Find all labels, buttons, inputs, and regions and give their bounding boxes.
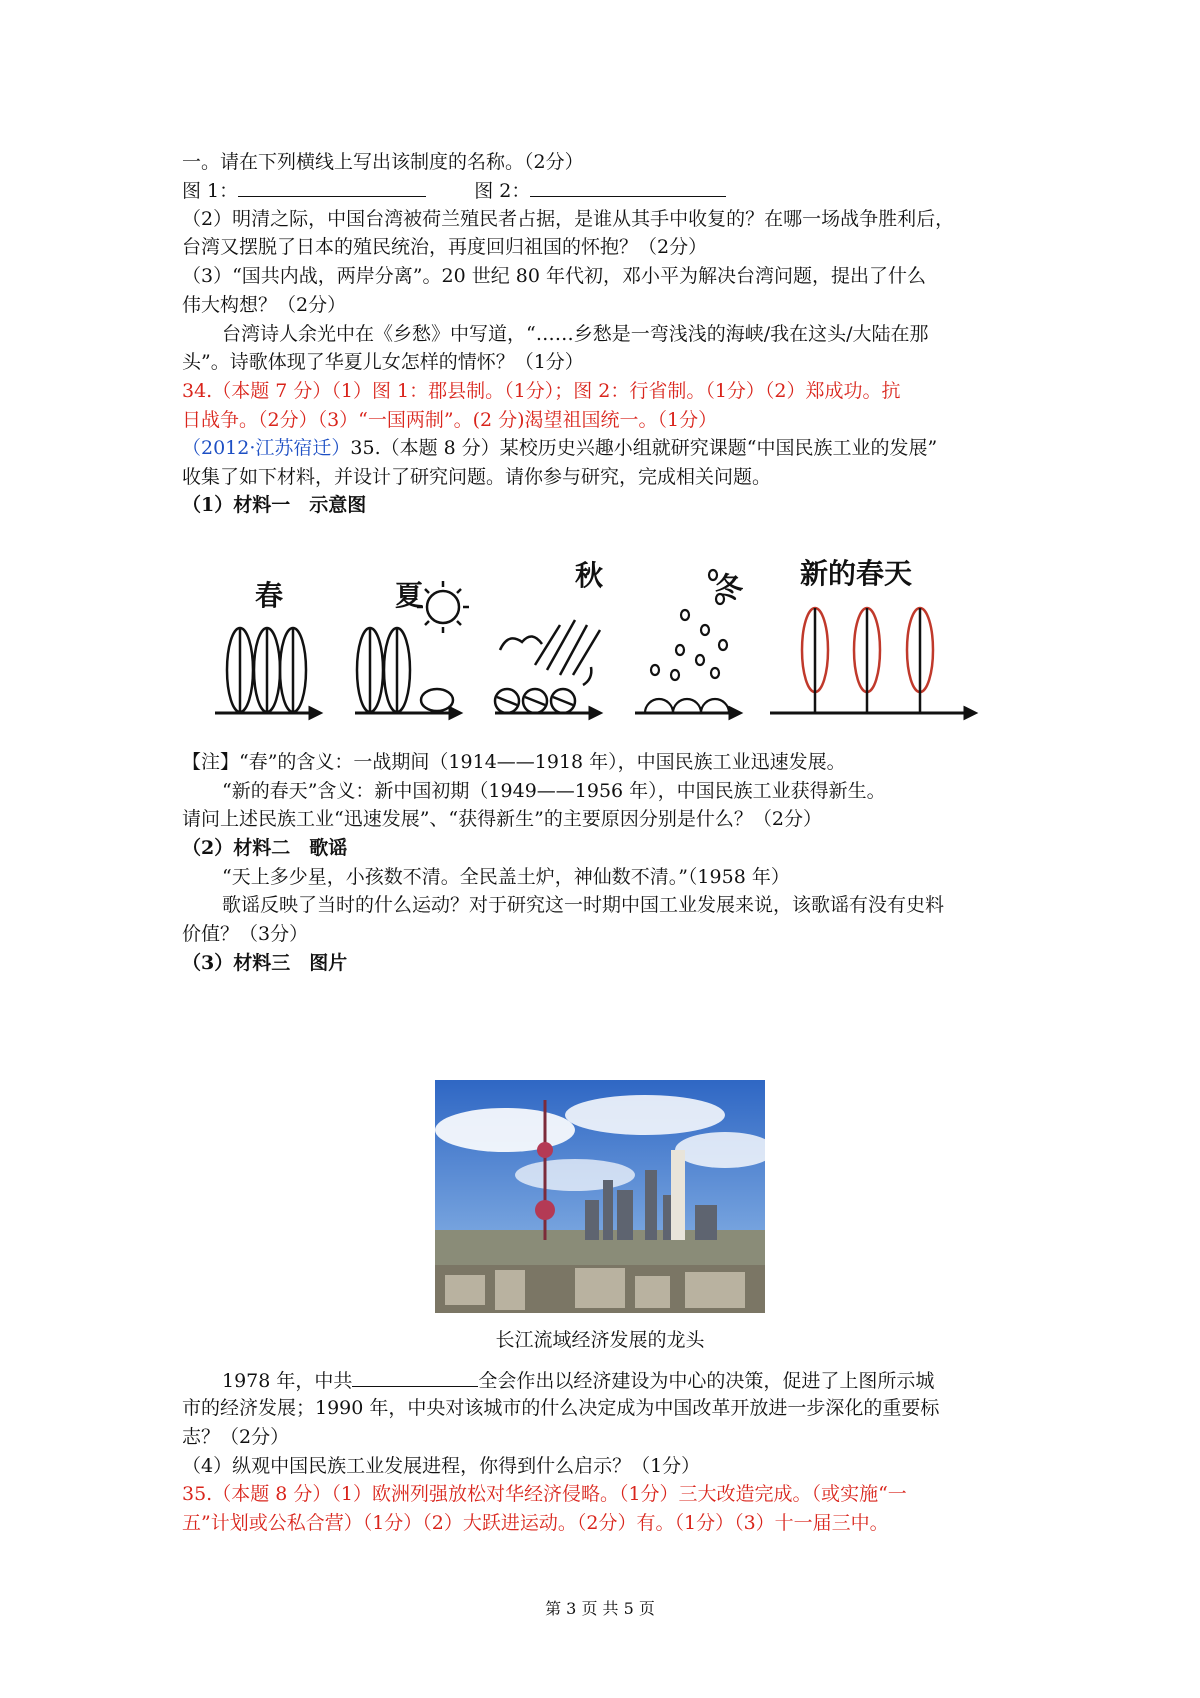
note2: “新的春天”含义：新中国初期（1949——1956 年），中国民族工业获得新生。 — [222, 780, 886, 802]
fig-blanks-row — [182, 176, 726, 205]
q35-3-line1 — [222, 1366, 934, 1395]
q33-intro: 一。请在下列横线上写出该制度的名称。（2分） — [182, 151, 584, 173]
material1-title: （1）材料一 示意图 — [182, 494, 367, 516]
q35-line1: 35.（本题 8 分）某校历史兴趣小组就研究课题“中国民族工业的发展” — [350, 437, 938, 459]
q35-2-line1: 歌谣反映了当时的什么运动？对于研究这一时期中国工业发展来说，该歌谣有没有史料 — [222, 894, 945, 916]
fig2-label: 图 2： — [474, 180, 531, 202]
poem-line2: 头”。诗歌体现了华夏儿女怎样的情怀？（1分） — [182, 351, 584, 373]
city-skyline-photo — [435, 1080, 765, 1313]
note1: 【注】“春”的含义：一战期间（1914——1918 年），中国民族工业迅速发展。 — [182, 751, 846, 773]
q35-source: （2012·江苏宿迁） — [182, 437, 351, 459]
photo-caption: 长江流域经济发展的龙头 — [495, 1329, 705, 1351]
song-text: “天上多少星，小孩数不清。全民盖土炉，神仙数不清。”（1958 年） — [222, 866, 790, 888]
season-label-winter: 冬 — [715, 571, 744, 604]
seasons-diagram — [215, 557, 985, 775]
season-label-summer: 夏 — [395, 579, 424, 612]
q35-3-prefix: 1978 年，中共 — [222, 1370, 353, 1392]
answer34-line1: 34.（本题 7 分）（1）图 1：郡县制。（1分）；图 2：行省制。（1分）（2）郑成功。抗 — [182, 380, 901, 402]
q35-heading — [182, 434, 937, 462]
fig1-blank[interactable] — [238, 176, 426, 197]
answer34-line2: 日战争。（2分）（3）“一国两制”。(2 分)渴望祖国统一。（1分） — [182, 409, 718, 431]
fig1-label: 图 1： — [182, 180, 239, 202]
q35-3-suffix: 全会作出以经济建设为中心的决策，促进了上图所示城 — [478, 1370, 935, 1392]
q33-3-line1: （3）“国共内战，两岸分离”。20 世纪 80 年代初，邓小平为解决台湾问题，提出了什么 — [182, 265, 926, 287]
q33-3-line2: 伟大构想？（2分） — [182, 294, 347, 316]
q35-2-line2: 价值？（3分） — [182, 923, 309, 945]
new-spring-stems — [815, 608, 920, 713]
season-label-new-spring: 新的春天 — [800, 557, 913, 590]
poem-line1: 台湾诗人余光中在《乡愁》中写道，“……乡愁是一弯浅浅的海峡/我在这头/大陆在那 — [222, 323, 929, 345]
page-footer: 第 3 页 共 5 页 — [545, 1599, 655, 1618]
answer35-line2: 五”计划或公私合营）（1分）（2）大跃进运动。（2分）有。（1分）（3）十一届三中。 — [182, 1512, 889, 1534]
q33-2-line1: （2）明清之际，中国台湾被荷兰殖民者占据，是谁从其手中收复的？在哪一场战争胜利后， — [182, 208, 955, 230]
plenary-blank[interactable] — [352, 1366, 478, 1387]
autumn-wind-icon — [495, 620, 600, 713]
spring-plants-icon — [227, 628, 306, 713]
q33-2-line2: 台湾又摆脱了日本的殖民统治，再度回归祖国的怀抱？（2分） — [182, 236, 708, 258]
season-label-autumn: 秋 — [575, 559, 604, 592]
material2-title: （2）材料二 歌谣 — [182, 837, 348, 859]
season-label-spring: 春 — [255, 579, 284, 612]
q35-line2: 收集了如下材料，并设计了研究问题。请你参与研究，完成相关问题。 — [182, 466, 772, 488]
q35-4: （4）纵观中国民族工业发展进程，你得到什么启示？（1分） — [182, 1455, 701, 1477]
fig2-blank[interactable] — [530, 176, 726, 197]
q35-3-line2: 市的经济发展；1990 年，中央对该城市的什么决定成为中国改革开放进一步深化的重要标 — [182, 1397, 940, 1419]
q35-3-line3: 志？（2分） — [182, 1426, 290, 1448]
q35-1: 请问上述民族工业“迅速发展”、“获得新生”的主要原因分别是什么？（2分） — [182, 808, 822, 830]
answer35-line1: 35.（本题 8 分）（1）欧洲列强放松对华经济侵略。（1分）三大改造完成。（或实施“一 — [182, 1483, 907, 1505]
material3-title: （3）材料三 图片 — [182, 952, 348, 974]
